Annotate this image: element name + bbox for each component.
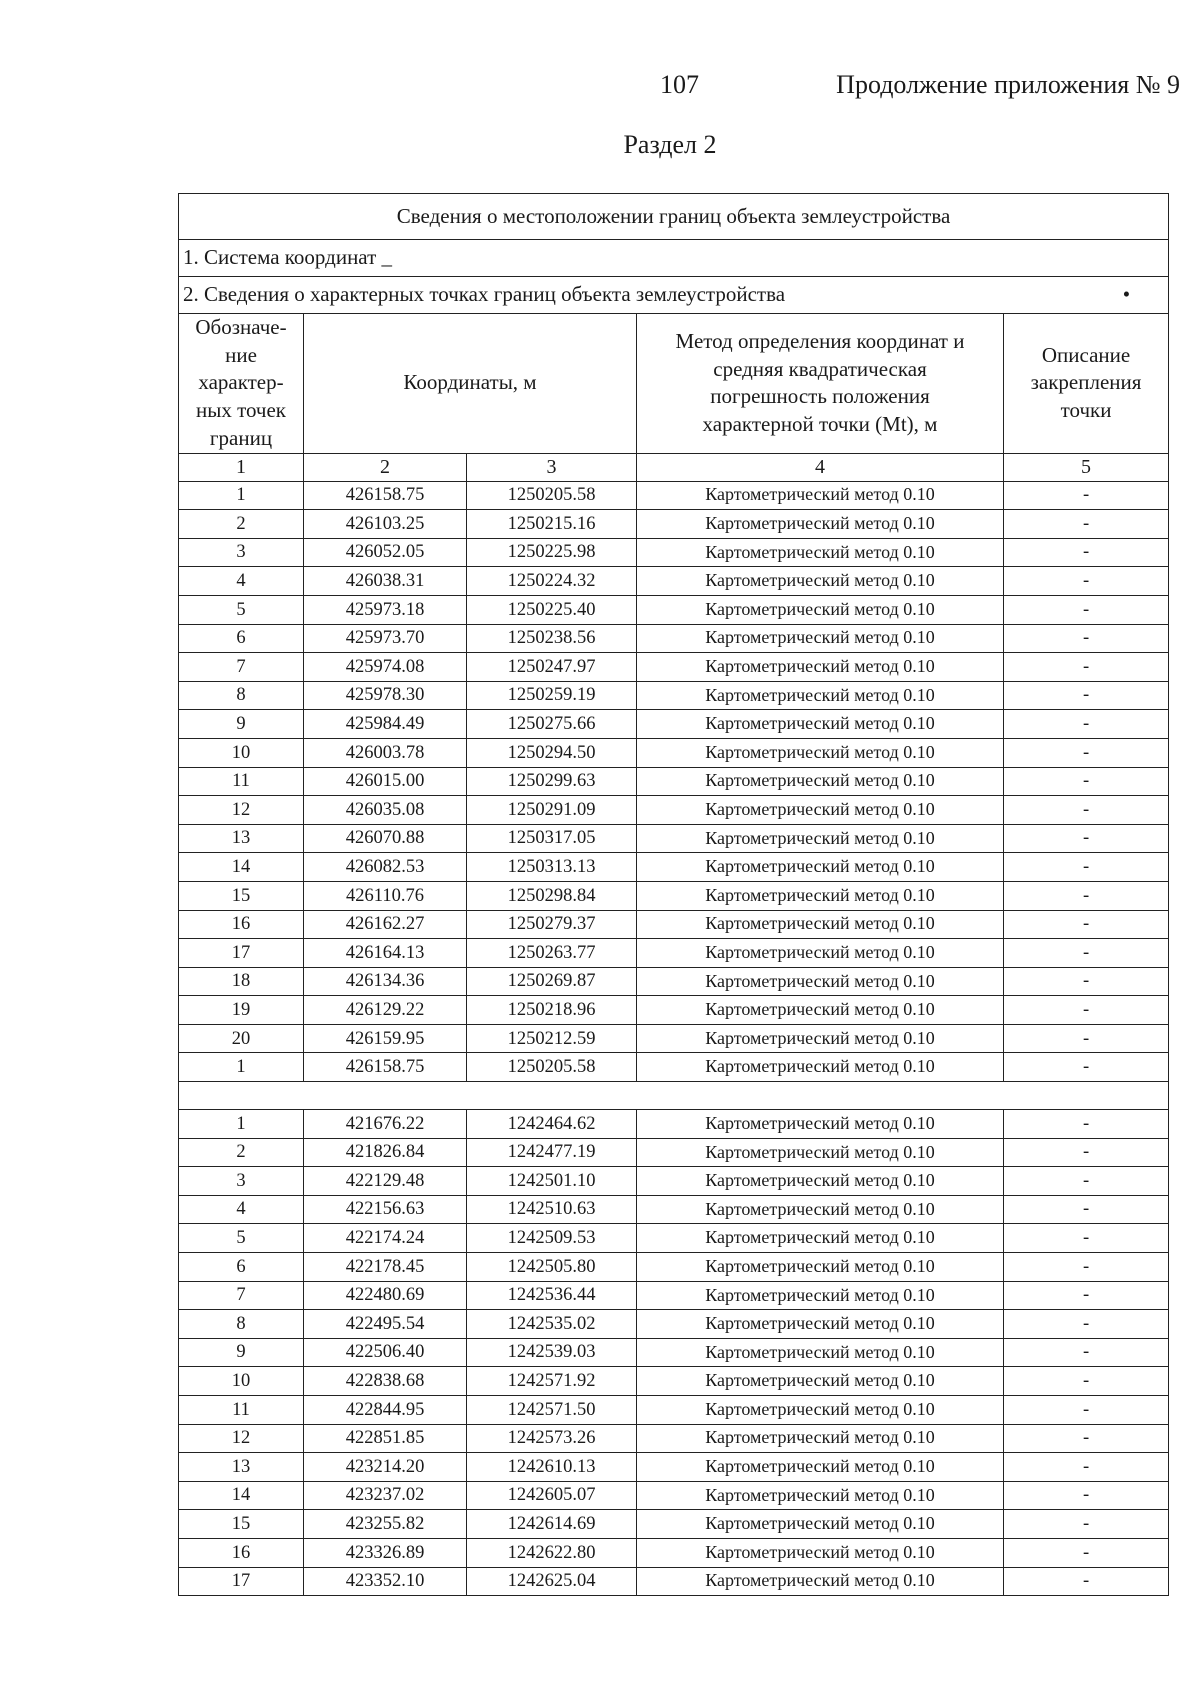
coord-x: 426103.25 xyxy=(304,510,467,539)
coord-x: 422838.68 xyxy=(304,1367,467,1396)
coord-y: 1250205.58 xyxy=(467,481,637,510)
coord-y: 1250225.98 xyxy=(467,538,637,567)
group-separator xyxy=(179,1082,1169,1110)
coord-y: 1250215.16 xyxy=(467,510,637,539)
table-row xyxy=(179,824,1169,853)
point-number: 14 xyxy=(179,853,304,882)
point-number: 12 xyxy=(179,1424,304,1453)
method: Картометрический метод 0.10 xyxy=(637,653,1004,682)
description: - xyxy=(1004,1510,1169,1539)
header-method xyxy=(637,314,1004,454)
coord-y: 1242571.50 xyxy=(467,1396,637,1425)
table-row xyxy=(179,1567,1169,1596)
description: - xyxy=(1004,1396,1169,1425)
header-designation xyxy=(179,314,304,454)
method: Картометрический метод 0.10 xyxy=(637,1253,1004,1282)
point-number: 14 xyxy=(179,1481,304,1510)
description: - xyxy=(1004,624,1169,653)
point-number: 17 xyxy=(179,939,304,968)
table-row xyxy=(179,1453,1169,1482)
coord-x: 423255.82 xyxy=(304,1510,467,1539)
table-row xyxy=(179,767,1169,796)
method: Картометрический метод 0.10 xyxy=(637,510,1004,539)
description: - xyxy=(1004,1195,1169,1224)
coord-x: 426015.00 xyxy=(304,767,467,796)
coord-y: 1242536.44 xyxy=(467,1281,637,1310)
method: Картометрический метод 0.10 xyxy=(637,1024,1004,1053)
coord-x: 422851.85 xyxy=(304,1424,467,1453)
method: Картометрический метод 0.10 xyxy=(637,1367,1004,1396)
points-label-mark: • xyxy=(1122,282,1131,307)
description: - xyxy=(1004,853,1169,882)
point-number: 10 xyxy=(179,738,304,767)
group-separator-row xyxy=(179,1082,1169,1110)
table-row xyxy=(179,939,1169,968)
method: Картометрический метод 0.10 xyxy=(637,538,1004,567)
coord-x: 422844.95 xyxy=(304,1396,467,1425)
points-label: 2. Сведения о характерных точках границ объекта землеустройства xyxy=(183,282,786,307)
point-number: 16 xyxy=(179,910,304,939)
description: - xyxy=(1004,1024,1169,1053)
table-row xyxy=(179,510,1169,539)
coord-y: 1250275.66 xyxy=(467,710,637,739)
table-row xyxy=(179,538,1169,567)
description: - xyxy=(1004,824,1169,853)
method: Картометрический метод 0.10 xyxy=(637,1538,1004,1567)
point-number: 8 xyxy=(179,681,304,710)
table-title-row xyxy=(179,194,1169,240)
table-row xyxy=(179,1138,1169,1167)
coord-x: 423326.89 xyxy=(304,1538,467,1567)
point-number: 6 xyxy=(179,1253,304,1282)
coord-y: 1242614.69 xyxy=(467,1510,637,1539)
table-row xyxy=(179,1110,1169,1139)
description: - xyxy=(1004,1310,1169,1339)
method: Картометрический метод 0.10 xyxy=(637,1195,1004,1224)
coord-y: 1242610.13 xyxy=(467,1453,637,1482)
table-row xyxy=(179,1338,1169,1367)
coord-x: 426003.78 xyxy=(304,738,467,767)
description: - xyxy=(1004,481,1169,510)
coord-y: 1250299.63 xyxy=(467,767,637,796)
table-row xyxy=(179,1396,1169,1425)
table-row xyxy=(179,853,1169,882)
description: - xyxy=(1004,1538,1169,1567)
table-row xyxy=(179,681,1169,710)
point-number: 9 xyxy=(179,1338,304,1367)
point-number: 17 xyxy=(179,1567,304,1596)
coord-y: 1250291.09 xyxy=(467,796,637,825)
coord-y: 1250212.59 xyxy=(467,1024,637,1053)
coord-x: 426159.95 xyxy=(304,1024,467,1053)
coord-y: 1250298.84 xyxy=(467,881,637,910)
coord-x: 421826.84 xyxy=(304,1138,467,1167)
description: - xyxy=(1004,1224,1169,1253)
method: Картометрический метод 0.10 xyxy=(637,1510,1004,1539)
table-row xyxy=(179,967,1169,996)
table-row xyxy=(179,1510,1169,1539)
coord-x: 426070.88 xyxy=(304,824,467,853)
coord-system-label: 1. Система координат _ xyxy=(179,240,1169,277)
point-number: 19 xyxy=(179,996,304,1025)
points-info-cell xyxy=(179,277,1169,314)
header-designation-text: Обозначе- ние характер- ных точек границ xyxy=(195,315,287,450)
method: Картометрический метод 0.10 xyxy=(637,967,1004,996)
point-number: 4 xyxy=(179,1195,304,1224)
point-number: 2 xyxy=(179,510,304,539)
coord-y: 1250259.19 xyxy=(467,681,637,710)
column-number: 3 xyxy=(467,453,637,481)
description: - xyxy=(1004,595,1169,624)
description: - xyxy=(1004,681,1169,710)
coord-x: 425984.49 xyxy=(304,710,467,739)
description: - xyxy=(1004,1424,1169,1453)
coord-x: 425973.18 xyxy=(304,595,467,624)
coord-x: 426164.13 xyxy=(304,939,467,968)
method: Картометрический метод 0.10 xyxy=(637,1281,1004,1310)
description: - xyxy=(1004,1481,1169,1510)
table-row xyxy=(179,1367,1169,1396)
method: Картометрический метод 0.10 xyxy=(637,681,1004,710)
method: Картометрический метод 0.10 xyxy=(637,939,1004,968)
description: - xyxy=(1004,1253,1169,1282)
table-row xyxy=(179,996,1169,1025)
method: Картометрический метод 0.10 xyxy=(637,1396,1004,1425)
point-number: 20 xyxy=(179,1024,304,1053)
table-row xyxy=(179,1424,1169,1453)
coord-y: 1250205.58 xyxy=(467,1053,637,1082)
point-number: 15 xyxy=(179,881,304,910)
coord-x: 426035.08 xyxy=(304,796,467,825)
method: Картометрический метод 0.10 xyxy=(637,1453,1004,1482)
point-number: 9 xyxy=(179,710,304,739)
point-number: 3 xyxy=(179,1167,304,1196)
point-number: 13 xyxy=(179,1453,304,1482)
table-row xyxy=(179,910,1169,939)
point-number: 1 xyxy=(179,1053,304,1082)
description: - xyxy=(1004,1167,1169,1196)
coord-x: 426082.53 xyxy=(304,853,467,882)
coord-x: 426129.22 xyxy=(304,996,467,1025)
coord-x: 425974.08 xyxy=(304,653,467,682)
method: Картометрический метод 0.10 xyxy=(637,1424,1004,1453)
description: - xyxy=(1004,710,1169,739)
method: Картометрический метод 0.10 xyxy=(637,738,1004,767)
column-number: 5 xyxy=(1004,453,1169,481)
coord-y: 1250317.05 xyxy=(467,824,637,853)
table-row xyxy=(179,1481,1169,1510)
point-number: 15 xyxy=(179,1510,304,1539)
coord-y: 1250294.50 xyxy=(467,738,637,767)
description: - xyxy=(1004,538,1169,567)
coord-x: 426158.75 xyxy=(304,481,467,510)
description: - xyxy=(1004,1281,1169,1310)
coord-y: 1250279.37 xyxy=(467,910,637,939)
point-number: 3 xyxy=(179,538,304,567)
point-number: 6 xyxy=(179,624,304,653)
point-number: 5 xyxy=(179,1224,304,1253)
table-title: Сведения о местоположении границ объекта землеустройства xyxy=(179,194,1169,240)
method: Картометрический метод 0.10 xyxy=(637,1167,1004,1196)
coord-x: 421676.22 xyxy=(304,1110,467,1139)
method: Картометрический метод 0.10 xyxy=(637,796,1004,825)
header-description-text: Описание закрепления точки xyxy=(1030,342,1142,423)
table-row xyxy=(179,1538,1169,1567)
coord-x: 423214.20 xyxy=(304,1453,467,1482)
description: - xyxy=(1004,939,1169,968)
coord-y: 1242501.10 xyxy=(467,1167,637,1196)
point-number: 4 xyxy=(179,567,304,596)
table-body xyxy=(179,194,1169,1596)
method: Картометрический метод 0.10 xyxy=(637,710,1004,739)
coord-x: 425978.30 xyxy=(304,681,467,710)
method: Картометрический метод 0.10 xyxy=(637,767,1004,796)
table-row xyxy=(179,595,1169,624)
coord-x: 422129.48 xyxy=(304,1167,467,1196)
coord-x: 422156.63 xyxy=(304,1195,467,1224)
coord-system-row xyxy=(179,240,1169,277)
coord-y: 1242505.80 xyxy=(467,1253,637,1282)
coord-x: 425973.70 xyxy=(304,624,467,653)
point-number: 10 xyxy=(179,1367,304,1396)
description: - xyxy=(1004,767,1169,796)
coord-y: 1242622.80 xyxy=(467,1538,637,1567)
page-header xyxy=(660,70,1180,110)
method: Картометрический метод 0.10 xyxy=(637,1310,1004,1339)
point-number: 11 xyxy=(179,1396,304,1425)
method: Картометрический метод 0.10 xyxy=(637,1053,1004,1082)
header-method-text: Метод определения координат и средняя квадратическая погрешность положения характерной точки (Mt), м xyxy=(675,328,965,437)
coord-y: 1250263.77 xyxy=(467,939,637,968)
coord-x: 426038.31 xyxy=(304,567,467,596)
point-number: 13 xyxy=(179,824,304,853)
coord-x: 422506.40 xyxy=(304,1338,467,1367)
coord-x: 426162.27 xyxy=(304,910,467,939)
coord-y: 1250224.32 xyxy=(467,567,637,596)
point-number: 7 xyxy=(179,1281,304,1310)
table-row xyxy=(179,1253,1169,1282)
column-header-row xyxy=(179,314,1169,454)
coord-y: 1242605.07 xyxy=(467,1481,637,1510)
description: - xyxy=(1004,1338,1169,1367)
coord-y: 1242477.19 xyxy=(467,1138,637,1167)
description: - xyxy=(1004,796,1169,825)
coord-y: 1250247.97 xyxy=(467,653,637,682)
table-row xyxy=(179,653,1169,682)
method: Картометрический метод 0.10 xyxy=(637,1338,1004,1367)
table-row xyxy=(179,624,1169,653)
description: - xyxy=(1004,1367,1169,1396)
table-row xyxy=(179,1053,1169,1082)
point-number: 12 xyxy=(179,796,304,825)
coord-y: 1242571.92 xyxy=(467,1367,637,1396)
description: - xyxy=(1004,1053,1169,1082)
coord-y: 1242535.02 xyxy=(467,1310,637,1339)
method: Картометрический метод 0.10 xyxy=(637,1481,1004,1510)
method: Картометрический метод 0.10 xyxy=(637,1110,1004,1139)
description: - xyxy=(1004,510,1169,539)
method: Картометрический метод 0.10 xyxy=(637,1567,1004,1596)
point-number: 2 xyxy=(179,1138,304,1167)
coord-x: 426110.76 xyxy=(304,881,467,910)
coord-x: 422178.45 xyxy=(304,1253,467,1282)
description: - xyxy=(1004,910,1169,939)
coord-x: 422480.69 xyxy=(304,1281,467,1310)
table-row xyxy=(179,567,1169,596)
description: - xyxy=(1004,1138,1169,1167)
coord-y: 1250218.96 xyxy=(467,996,637,1025)
description: - xyxy=(1004,1110,1169,1139)
coord-x: 422174.24 xyxy=(304,1224,467,1253)
header-coordinates-text: Координаты, м xyxy=(403,370,537,395)
coord-x: 423237.02 xyxy=(304,1481,467,1510)
coord-y: 1242625.04 xyxy=(467,1567,637,1596)
boundary-points-table-wrap xyxy=(178,193,1168,1596)
coord-y: 1242573.26 xyxy=(467,1424,637,1453)
table-row xyxy=(179,1281,1169,1310)
description: - xyxy=(1004,1567,1169,1596)
method: Картометрический метод 0.10 xyxy=(637,624,1004,653)
coord-y: 1242539.03 xyxy=(467,1338,637,1367)
method: Картометрический метод 0.10 xyxy=(637,996,1004,1025)
table-row xyxy=(179,1167,1169,1196)
column-number: 1 xyxy=(179,453,304,481)
table-row xyxy=(179,738,1169,767)
table-row xyxy=(179,481,1169,510)
method: Картометрический метод 0.10 xyxy=(637,824,1004,853)
boundary-points-table xyxy=(178,193,1169,1596)
coord-x: 423352.10 xyxy=(304,1567,467,1596)
coord-y: 1250225.40 xyxy=(467,595,637,624)
point-number: 11 xyxy=(179,767,304,796)
coord-x: 426134.36 xyxy=(304,967,467,996)
point-number: 1 xyxy=(179,1110,304,1139)
method: Картометрический метод 0.10 xyxy=(637,595,1004,624)
coord-x: 426052.05 xyxy=(304,538,467,567)
description: - xyxy=(1004,996,1169,1025)
description: - xyxy=(1004,567,1169,596)
column-number: 4 xyxy=(637,453,1004,481)
coord-y: 1250269.87 xyxy=(467,967,637,996)
page-number: 107 xyxy=(660,70,699,99)
table-row xyxy=(179,710,1169,739)
coord-y: 1250313.13 xyxy=(467,853,637,882)
description: - xyxy=(1004,1453,1169,1482)
method: Картометрический метод 0.10 xyxy=(637,567,1004,596)
points-info-row xyxy=(179,277,1169,314)
description: - xyxy=(1004,738,1169,767)
table-row xyxy=(179,1024,1169,1053)
method: Картометрический метод 0.10 xyxy=(637,1224,1004,1253)
column-number-row xyxy=(179,453,1169,481)
table-row xyxy=(179,1224,1169,1253)
method: Картометрический метод 0.10 xyxy=(637,910,1004,939)
method: Картометрический метод 0.10 xyxy=(637,1138,1004,1167)
method: Картометрический метод 0.10 xyxy=(637,853,1004,882)
coord-y: 1242510.63 xyxy=(467,1195,637,1224)
header-coordinates xyxy=(304,314,637,454)
point-number: 1 xyxy=(179,481,304,510)
point-number: 7 xyxy=(179,653,304,682)
column-number: 2 xyxy=(304,453,467,481)
coord-x: 422495.54 xyxy=(304,1310,467,1339)
table-row xyxy=(179,796,1169,825)
header-description xyxy=(1004,314,1169,454)
point-number: 8 xyxy=(179,1310,304,1339)
description: - xyxy=(1004,967,1169,996)
coord-x: 426158.75 xyxy=(304,1053,467,1082)
point-number: 16 xyxy=(179,1538,304,1567)
point-number: 5 xyxy=(179,595,304,624)
appendix-title: Продолжение приложения № 9 xyxy=(836,70,1180,99)
description: - xyxy=(1004,653,1169,682)
coord-y: 1242509.53 xyxy=(467,1224,637,1253)
table-row xyxy=(179,1195,1169,1224)
method: Картометрический метод 0.10 xyxy=(637,881,1004,910)
method: Картометрический метод 0.10 xyxy=(637,481,1004,510)
point-number: 18 xyxy=(179,967,304,996)
coord-y: 1250238.56 xyxy=(467,624,637,653)
table-row xyxy=(179,881,1169,910)
coord-y: 1242464.62 xyxy=(467,1110,637,1139)
description: - xyxy=(1004,881,1169,910)
table-row xyxy=(179,1310,1169,1339)
section-title: Раздел 2 xyxy=(623,130,717,159)
